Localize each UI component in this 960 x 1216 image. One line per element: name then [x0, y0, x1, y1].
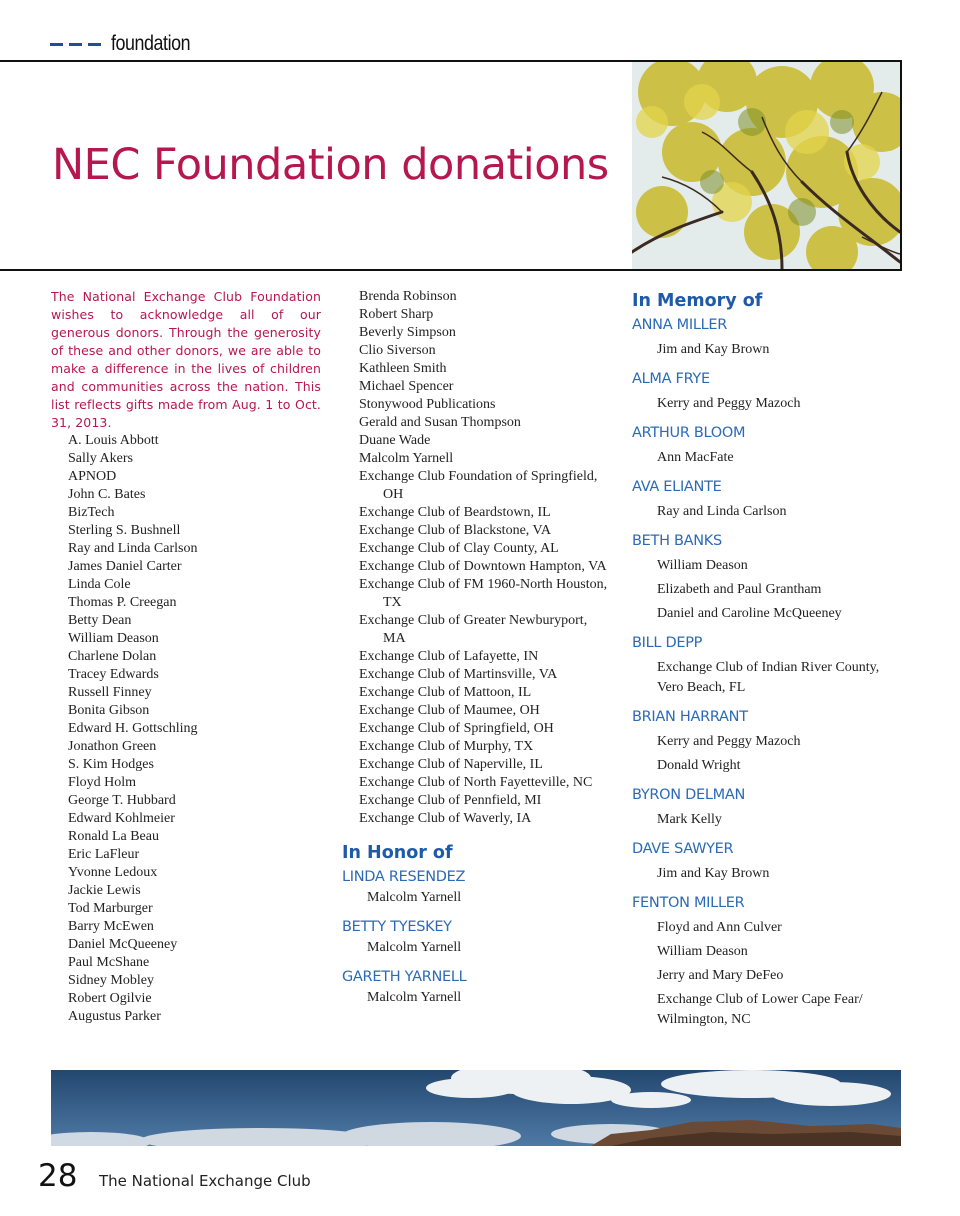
memory-donor: Jim and Kay Brown [657, 866, 770, 881]
memory-donor: William Deason [657, 944, 748, 959]
list-item: George T. Hubbard [68, 793, 176, 808]
list-item: Clio Siverson [359, 343, 436, 358]
memory-entry [632, 476, 902, 522]
dash-ornament [50, 43, 101, 46]
list-item: Ray and Linda Carlson [68, 541, 198, 556]
list-item: Edward Kohlmeier [68, 811, 175, 826]
memorial-name: ARTHUR BLOOM [632, 425, 746, 441]
list-item: Eric LaFleur [68, 847, 140, 862]
memory-donor: Jim and Kay Brown [657, 342, 770, 357]
page-number: 28 [38, 1158, 78, 1194]
memory-donor: Ann MacFate [657, 450, 734, 465]
list-item: Tod Marburger [68, 901, 153, 916]
list-item: Thomas P. Creegan [68, 595, 177, 610]
list-item: A. Louis Abbott [68, 433, 159, 448]
honoree-name: LINDA RESENDEZ [342, 869, 466, 885]
page-title: NEC Foundation donations [52, 140, 609, 190]
list-item: Exchange Club of Waverly, IA [359, 811, 532, 826]
memory-entry [632, 632, 902, 698]
honoree-name: BETTY TYESKEY [342, 919, 452, 935]
donor-list-1 [51, 432, 321, 1026]
header-rule-right [900, 60, 902, 271]
list-item: Yvonne Ledoux [68, 865, 158, 880]
list-item: Exchange Club of Martinsville, VA [359, 667, 558, 682]
list-item: Gerald and Susan Thompson [359, 415, 521, 430]
list-item: APNOD [68, 469, 117, 484]
memory-entry [632, 706, 902, 776]
memory-entry [632, 368, 902, 414]
list-item: Exchange Club of Beardstown, IL [359, 505, 551, 520]
section-tag [50, 30, 204, 58]
honor-donor: Malcolm Yarnell [367, 990, 462, 1005]
memory-entry [632, 530, 902, 624]
list-item: Exchange Club of Greater Newburyport, MA [359, 613, 588, 646]
memorial-name: FENTON MILLER [632, 895, 745, 911]
honor-donor: Malcolm Yarnell [367, 890, 462, 905]
list-item: BizTech [68, 505, 115, 520]
section-label: foundation [111, 32, 191, 55]
memory-entry [632, 892, 902, 1030]
list-item: Exchange Club of Murphy, TX [359, 739, 534, 754]
list-item: Floyd Holm [68, 775, 137, 790]
list-item: Exchange Club of Naperville, IL [359, 757, 543, 772]
list-item: Linda Cole [68, 577, 131, 592]
list-item: Exchange Club of North Fayetteville, NC [359, 775, 593, 790]
list-item: Exchange Club of Pennfield, MI [359, 793, 542, 808]
column-intro-donors [51, 288, 321, 1026]
list-item: Betty Dean [68, 613, 132, 628]
list-item: Exchange Club of Maumee, OH [359, 703, 540, 718]
memory-donor: Kerry and Peggy Mazoch [657, 396, 801, 411]
list-item: Jonathon Green [68, 739, 157, 754]
list-item: Barry McEwen [68, 919, 154, 934]
list-item: Malcolm Yarnell [359, 451, 454, 466]
tree-canopy-photo [632, 62, 900, 269]
list-item: S. Kim Hodges [68, 757, 154, 772]
memory-donor: Donald Wright [657, 758, 741, 773]
memorial-name: DAVE SAWYER [632, 841, 734, 857]
list-item: Charlene Dolan [68, 649, 157, 664]
memorial-name: BYRON DELMAN [632, 787, 746, 803]
header-rule-bottom [0, 269, 902, 271]
memorial-name: ANNA MILLER [632, 317, 728, 333]
list-item: Paul McShane [68, 955, 150, 970]
memory-donor: Ray and Linda Carlson [657, 504, 787, 519]
list-item: Sterling S. Bushnell [68, 523, 181, 538]
list-item: Duane Wade [359, 433, 431, 448]
memory-donor: William Deason [657, 558, 748, 573]
list-item: Kathleen Smith [359, 361, 447, 376]
list-item: Bonita Gibson [68, 703, 150, 718]
list-item: Exchange Club of Clay County, AL [359, 541, 559, 556]
list-item: Exchange Club of Blackstone, VA [359, 523, 551, 538]
list-item: Jackie Lewis [68, 883, 141, 898]
list-item: Exchange Club of FM 1960-North Houston, TX [359, 577, 608, 610]
list-item: Russell Finney [68, 685, 152, 700]
list-item: Ronald La Beau [68, 829, 159, 844]
memory-entry [632, 422, 902, 468]
publication-name: The National Exchange Club [99, 1172, 311, 1190]
memory-donor: Jerry and Mary DeFeo [657, 968, 784, 983]
memory-donor: Kerry and Peggy Mazoch [657, 734, 801, 749]
column-donors-honor [342, 288, 612, 1016]
list-item: John C. Bates [68, 487, 146, 502]
list-item: Stonywood Publications [359, 397, 496, 412]
memory-donor: Daniel and Caroline McQueeney [657, 606, 842, 621]
in-honor-heading: In Honor of [342, 843, 453, 863]
list-item: Exchange Club Foundation of Springfield, OH [359, 469, 598, 502]
list-item: Tracey Edwards [68, 667, 159, 682]
memory-entry [632, 314, 902, 360]
memory-entry [632, 838, 902, 884]
honor-entry [342, 866, 612, 908]
list-item: Daniel McQueeney [68, 937, 178, 952]
list-item: Exchange Club of Downtown Hampton, VA [359, 559, 607, 574]
list-item: Sidney Mobley [68, 973, 154, 988]
list-item: Augustus Parker [68, 1009, 161, 1024]
memorial-name: AVA ELIANTE [632, 479, 722, 495]
memory-donor: Floyd and Ann Culver [657, 920, 782, 935]
list-item: Robert Ogilvie [68, 991, 152, 1006]
list-item: Sally Akers [68, 451, 133, 466]
memory-donor: Elizabeth and Paul Grantham [657, 582, 822, 597]
honor-entry [342, 966, 612, 1008]
list-item: James Daniel Carter [68, 559, 182, 574]
list-item: Edward H. Gottschling [68, 721, 198, 736]
memorial-name: BETH BANKS [632, 533, 722, 549]
list-item: Robert Sharp [359, 307, 434, 322]
list-item: Exchange Club of Mattoon, IL [359, 685, 532, 700]
list-item: William Deason [68, 631, 159, 646]
memorial-name: ALMA FRYE [632, 371, 710, 387]
list-item: Exchange Club of Springfield, OH [359, 721, 554, 736]
memory-donor: Exchange Club of Indian River County, Vero Beach, FL [657, 660, 880, 695]
memorial-name: BILL DEPP [632, 635, 703, 651]
honor-donor: Malcolm Yarnell [367, 940, 462, 955]
memorial-name: BRIAN HARRANT [632, 709, 748, 725]
in-memory-heading: In Memory of [632, 291, 763, 311]
list-item: Exchange Club of Lafayette, IN [359, 649, 539, 664]
honor-entry [342, 916, 612, 958]
list-item: Beverly Simpson [359, 325, 456, 340]
landscape-photo [51, 1070, 901, 1146]
intro-paragraph: The National Exchange Club Foundation wishes to acknowledge all of our generous donors. Through the generosity of these and other donors, we are able to make a difference in the lives of children and communities across the nation. This list reflects gifts made from Aug. 1 to Oct. 31, 2013. [51, 289, 321, 430]
list-item: Brenda Robinson [359, 289, 457, 304]
column-memory [632, 288, 902, 1038]
memory-donor: Mark Kelly [657, 812, 722, 827]
memory-donor: Exchange Club of Lower Cape Fear/ Wilmington, NC [657, 992, 863, 1027]
honoree-name: GARETH YARNELL [342, 969, 467, 985]
donor-list-2 [342, 288, 612, 828]
list-item: Michael Spencer [359, 379, 454, 394]
memory-entry [632, 784, 902, 830]
